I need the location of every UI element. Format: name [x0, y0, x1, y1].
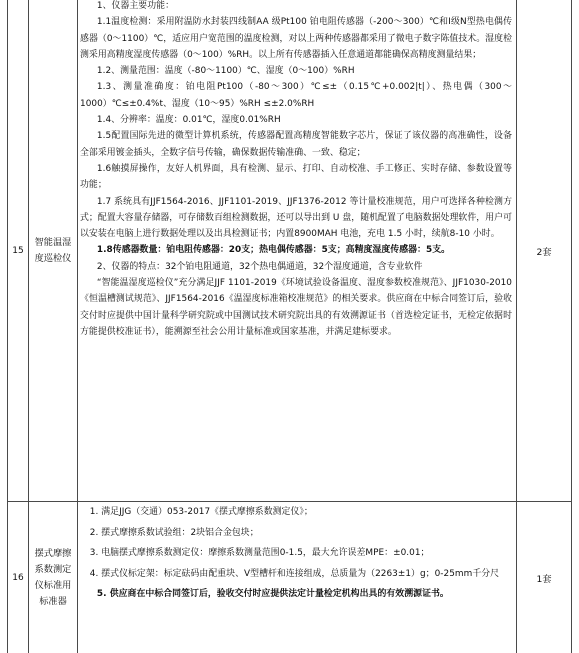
row-number: 16 — [12, 572, 24, 583]
description-line: 5. 供应商在中标合同签订后，验收交付时应提供法定计量检定机构出具的有效溯源证书。 — [96, 589, 449, 599]
description-line: 1.8传感器数量：铂电阻传感器：20支；热电偶传感器：5支；高精度湿度传感器：5支。 — [96, 245, 451, 256]
item-quantity: 2套 — [536, 246, 552, 258]
column-divider — [77, 0, 78, 653]
item-description — [80, 503, 512, 605]
description-line: 1.4、分辨率：温度：0.01℃，湿度0.01%RH — [96, 115, 281, 126]
item-quantity: 1套 — [536, 573, 552, 585]
description-line: 1.7 系统具有JJF1564-2016、JJF1101-2019、JJF1376-2012 等计量校准规范，用户可选择各种检测方式；配置大容量存储器，可存储数百组检测数据，还可以导出到 U 盘，随机配置了电脑数据处理软件，用户可以安装在电脑上进行数据处理以及出具检测证书；内置8900MAH 电池，充电 1.5 小时，续航8-10 小时。 — [80, 196, 512, 240]
description-line: 1.2、测量范围：温度（-80～1100）℃、湿度（0～100）%RH — [96, 66, 355, 77]
description-line: 1.3、测量准确度：铂电阻Pt100（-80～300）℃≤±（0.15℃+0.002|t|）、热电偶（300～1000）℃≤±0.4%t、湿度（10～95）%RH ≤±2.0%RH — [80, 82, 512, 109]
description-line: 4. 摆式仪标定架：标定砝码由配重块、V型槽杆和连接组成，总质量为（2263±1）g；0-25mm千分尺 — [89, 568, 500, 579]
item-name: 智能温湿度巡检仪 — [34, 236, 72, 264]
table-border-right — [571, 0, 572, 653]
description-line: 3. 电脑摆式摩擦系数测定仪：摩擦系数测量范围0-1.5，最大允许误差MPE：±0.01； — [89, 548, 430, 558]
description-line: 2、仪器的特点：32个铂电阻通道，32个热电偶通道，32个湿度通道，含专业软件 — [96, 261, 423, 272]
description-line: 1.5配置国际先进的微型计算机系统，传感器配置高精度智能数字芯片，保证了该仪器的高准确性，设备全部采用镀金插头，全数字信号传输，确保数据传输准确、一致、稳定； — [80, 131, 512, 158]
item-name: 摆式摩擦系数测定仪标准用标准器 — [34, 547, 72, 607]
row-divider — [7, 501, 572, 502]
description-line: 1.1温度检测：采用附温防水封装四线制AA 级Pt100 铂电阻传感器（-200～300）℃和I级N型热电偶传感器（0～1100）℃，适应用户宽范围的温度检测，对以上两种传感器都采用了微电子数字陈值技术。湿度检测采用高精度湿度传感器（0～100）%RH。以上所有传感器插入任意通道都能确保高精度测量结果； — [80, 17, 512, 60]
description-line: 1. 满足JJG（交通）053-2017《摆式摩擦系数测定仪》； — [89, 507, 313, 517]
description-line: 1、仪器主要功能： — [96, 1, 175, 11]
description-line: “智能温湿度巡检仪”充分满足JJF 1101-2019《环境试验设备温度、湿度参数校准规范》、JJF1030-2010《恒温槽测试规范》、JJF1564-2016《温湿度标准箱校准规范》的相关要求。供应商在中标合同签订后，验收交付时应提供中国计量科学研究院或中国测试技术研究院出具的有效溯源证书（首选检定证书，无检定依据时方能提供校准证书），能溯源至社会公用计量标准或国家基准，并满足建标要求。 — [80, 278, 512, 337]
description-line: 1.6触摸屏操作，友好人机界面，具有检测、显示、打印、自动校准、手工修正、实时存储、参数设置等功能； — [80, 163, 512, 191]
item-description — [80, 0, 512, 340]
row-number: 15 — [12, 245, 24, 256]
description-line: 2. 摆式摩擦系数试验组：2块铝合金包块； — [89, 527, 259, 538]
